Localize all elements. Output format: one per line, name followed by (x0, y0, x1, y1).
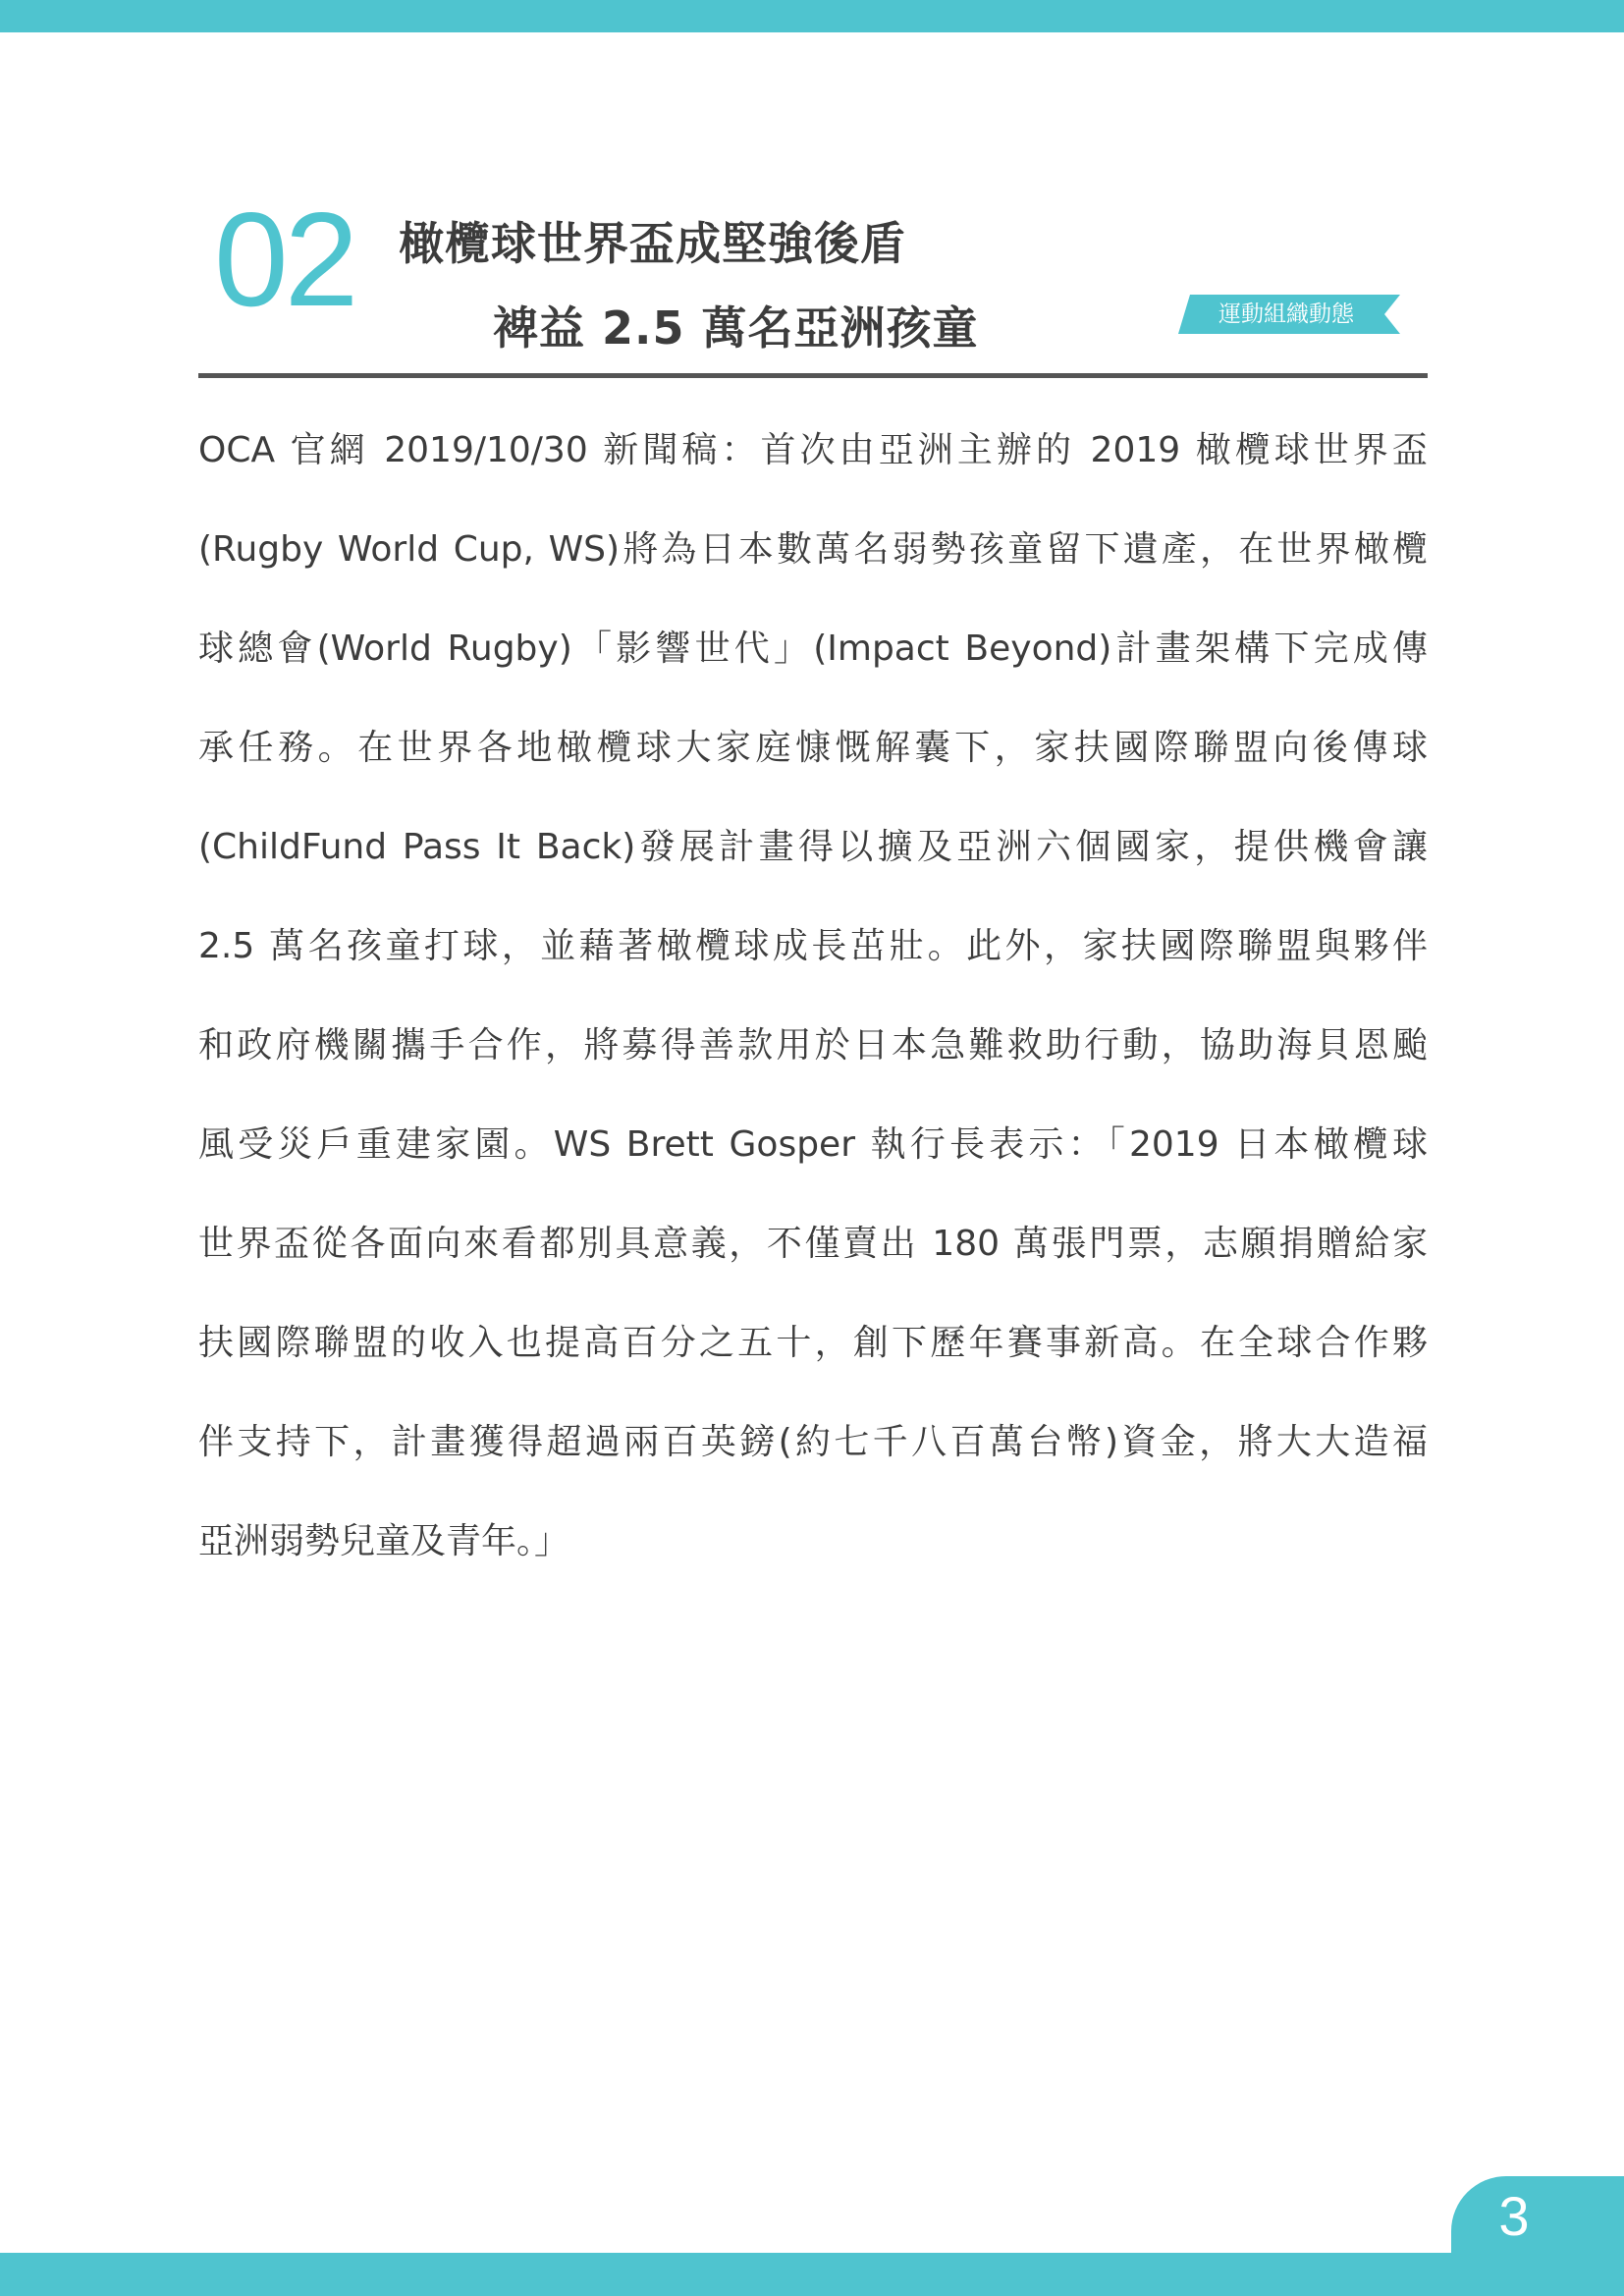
article-line: 伴支持下，計畫獲得超過兩百英鎊(約七千八百萬台幣)資金，將大大造福 (198, 1422, 1428, 1462)
article-line: 世界盃從各面向來看都別具意義，不僅賣出 180 萬張門票，志願捐贈給家 (198, 1224, 1428, 1264)
article-line: (ChildFund Pass It Back)發展計畫得以擴及亞洲六個國家，提供機會讓 (198, 827, 1428, 867)
article-line: (Rugby World Cup, WS)將為日本數萬名弱勢孩童留下遺產，在世界橄欖 (198, 529, 1428, 570)
article-line: 承任務。在世界各地橄欖球大家庭慷慨解囊下，家扶國際聯盟向後傳球 (198, 728, 1428, 768)
article-body (198, 401, 1428, 1591)
article-line: 風受災戶重建家園。WS Brett Gosper 執行長表示：「2019 日本橄欖球 (198, 1124, 1428, 1165)
article-title-line-1: 橄欖球世界盃成堅強後盾 (399, 217, 906, 270)
article-line: 2.5 萬名孩童打球，並藉著橄欖球成長茁壯。此外，家扶國際聯盟與夥伴 (198, 926, 1428, 966)
page-number: 3 (1498, 2185, 1530, 2247)
article-title-line-2: 裨益 2.5 萬名亞洲孩童 (493, 301, 979, 355)
section-number: 02 (214, 185, 355, 334)
bottom-accent-bar (0, 2253, 1624, 2296)
title-divider (198, 373, 1428, 378)
article-line: 亞洲弱勢兒童及青年。」 (198, 1521, 570, 1561)
article-line: OCA 官網 2019/10/30 新聞稿：首次由亞洲主辦的 2019 橄欖球世界盃 (198, 430, 1428, 470)
article-line: 扶國際聯盟的收入也提高百分之五十，創下歷年賽事新高。在全球合作夥 (198, 1323, 1428, 1363)
top-accent-bar (0, 0, 1624, 32)
article-line: 和政府機關攜手合作，將募得善款用於日本急難救助行動，協助海貝恩颱 (198, 1025, 1428, 1066)
category-tag-label: 運動組織動態 (1218, 301, 1354, 327)
article-line: 球總會(World Rugby)「影響世代」(Impact Beyond)計畫架構下完成傳 (198, 629, 1428, 669)
